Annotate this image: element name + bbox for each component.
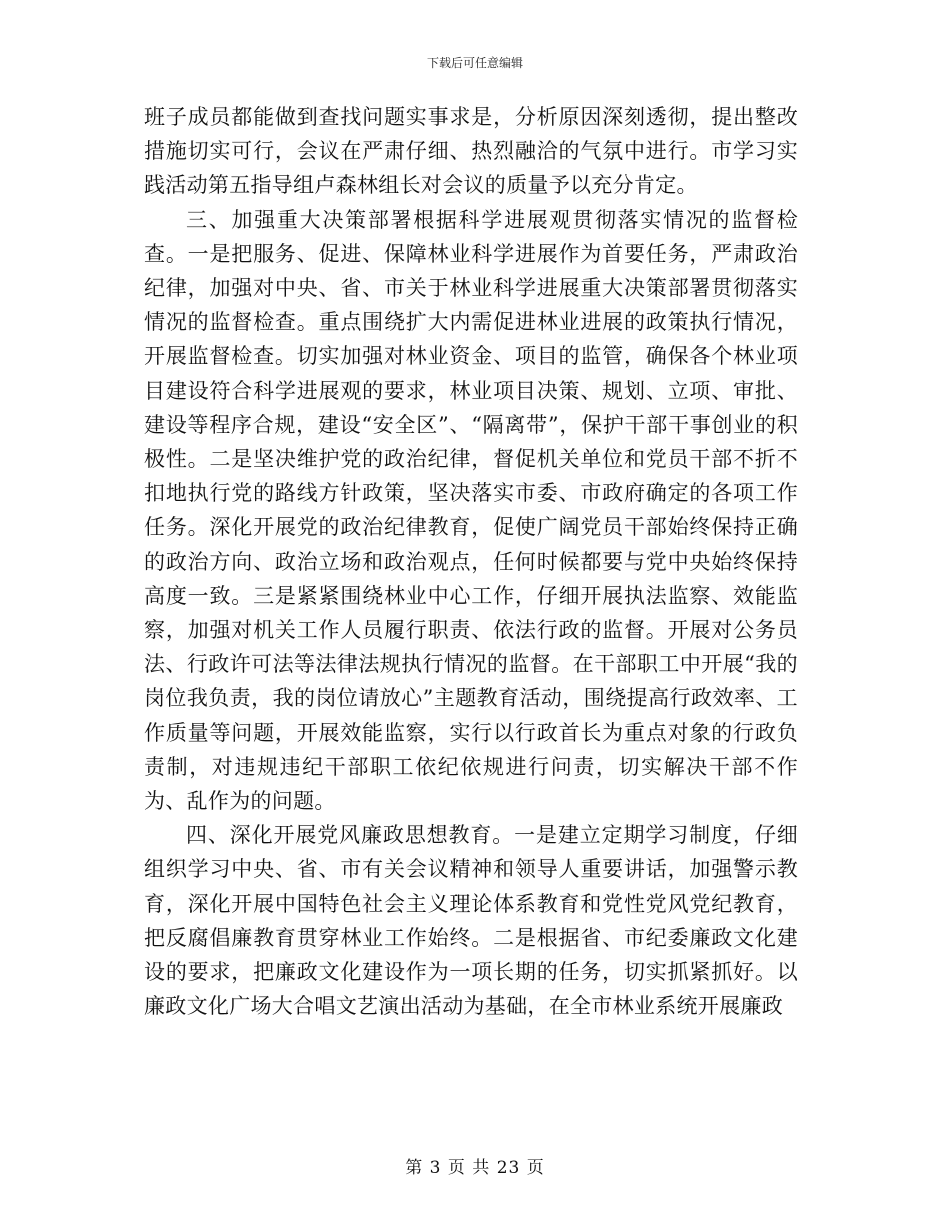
paragraph-continuation: 班子成员都能做到查找问题实事求是，分析原因深刻透彻，提出整改措施切实可行，会议在严肃仔细、热烈融洽的气氛中进行。市学习实践活动第五指导组卢森林组长对会议的质量予以充分肯定。 — [144, 105, 798, 198]
body-text — [144, 100, 798, 1023]
paragraph-section-three: 三、加强重大决策部署根据科学进展观贯彻落实情况的监督检查。一是把服务、促进、保障林业科学进展作为首要任务，严肃政治纪律，加强对中央、省、市关于林业科学进展重大决策部署贯彻落实情况的监督检查。重点围绕扩大内需促进林业进展的政策执行情况，开展监督检查。切实加强对林业资金、项目的监管，确保各个林业项目建设符合科学进展观的要求，林业项目决策、规划、立项、审批、建设等程序合规，建设“安全区”、“隔离带”，保护干部干事创业的积极性。二是坚决维护党的政治纪律，督促机关单位和党员干部不折不扣地执行党的路线方针政策，坚决落实市委、市政府确定的各项工作任务。深化开展党的政治纪律教育，促使广阔党员干部始终保持正确的政治方向、政治立场和政治观点，任何时候都要与党中央始终保持高度一致。三是紧紧围绕林业中心工作，仔细开展执法监察、效能监察，加强对机关工作人员履行职责、依法行政的监督。开展对公务员法、行政许可法等法律法规执行情况的监督。在干部职工中开展“我的岗位我负责，我的岗位请放心”主题教育活动，围绕提高行政效率、工作质量等问题，开展效能监察，实行以行政首长为重点对象的行政负责制，对违规违纪干部职工依纪依规进行问责，切实解决干部不作为、乱作为的问题。 — [144, 207, 798, 814]
page-number-footer: 第 3 页 共 23 页 — [405, 1158, 545, 1178]
paragraph-section-four: 四、深化开展党风廉政思想教育。一是建立定期学习制度，仔细组织学习中央、省、市有关会议精神和领导人重要讲话，加强警示教育，深化开展中国特色社会主义理论体系教育和党性党风党纪教育，把反腐倡廉教育贯穿林业工作始终。二是根据省、市纪委廉政文化建设的要求，把廉政文化建设作为一项长期的任务，切实抓紧抓好。以廉政文化广场大合唱文艺演出活动为基础，在全市林业系统开展廉政 — [144, 823, 798, 1019]
header-note: 下载后可任意编辑 — [426, 56, 523, 70]
